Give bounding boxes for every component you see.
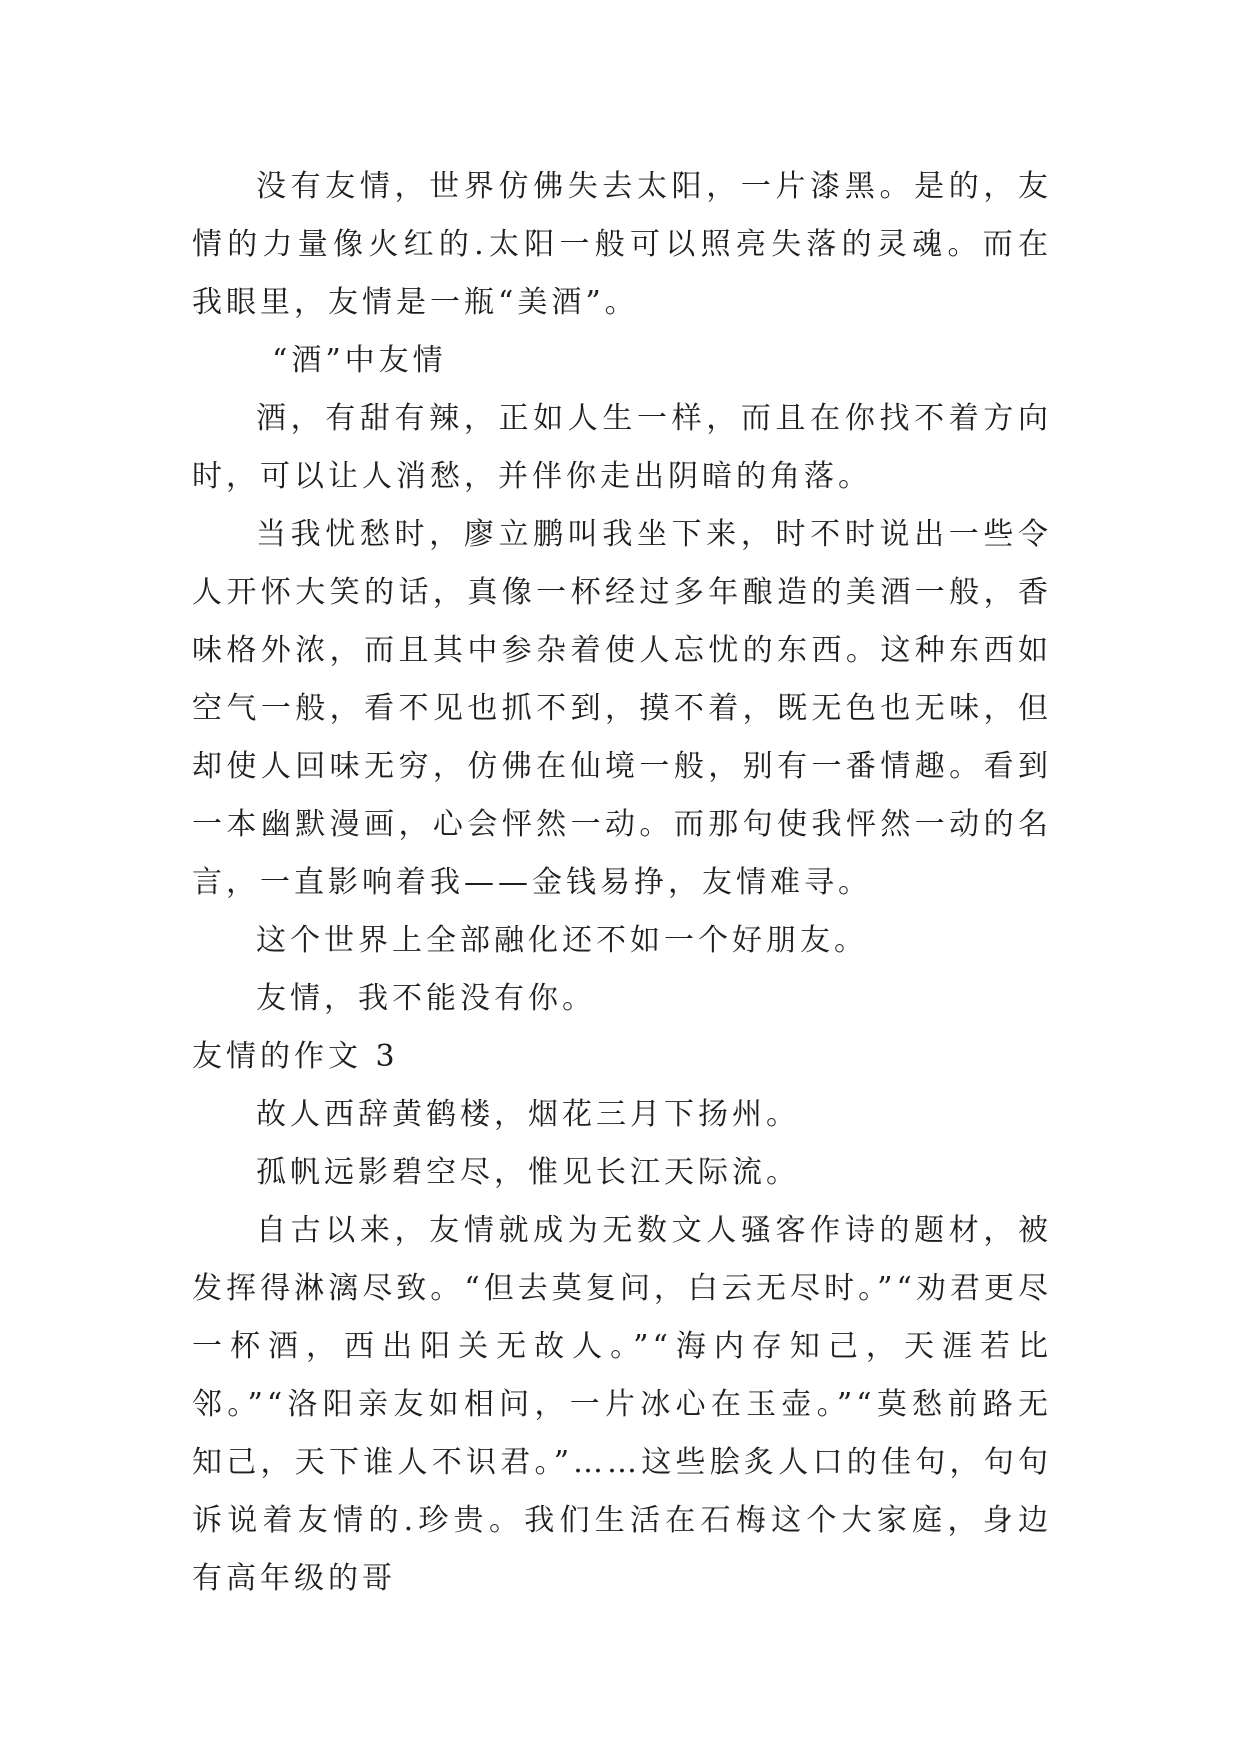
paragraph-6: 自古以来，友情就成为无数文人骚客作诗的题材，被发挥得淋漓尽致。“但去莫复问，白云无尽时。”“劝君更尽一杯酒，西出阳关无故人。”“海内存知己，天涯若比邻。”“洛阳亲友如相问，一片冰心在玉壶。”“莫愁前路无知己，天下谁人不识君。”……这些脍炙人口的佳句，句句诉说着友情的.珍贵。我们生活在石梅这个大家庭，身边有高年级的哥	[192, 1213, 1052, 1596]
document-body	[192, 158, 1052, 1608]
paragraph-3: 当我忧愁时，廖立鹏叫我坐下来，时不时说出一些令人开怀大笑的话，真像一杯经过多年酿造的美酒一般，香味格外浓，而且其中参杂着使人忘忧的东西。这种东西如空气一般，看不见也抓不到，摸不着，既无色也无味，但却使人回味无穷，仿佛在仙境一般，别有一番情趣。看到一本幽默漫画，心会怦然一动。而那句使我怦然一动的名言，一直影响着我——金钱易挣，友情难寻。	[192, 517, 1052, 900]
poem-line-2: 孤帆远影碧空尽，惟见长江天际流。	[256, 1155, 800, 1190]
subheading-wine-friendship: “酒”中友情	[272, 343, 447, 378]
poem-line-1: 故人西辞黄鹤楼，烟花三月下扬州。	[256, 1097, 800, 1132]
essay-title-3: 友情的作文 3	[192, 1039, 399, 1074]
paragraph-2: 酒，有甜有辣，正如人生一样，而且在你找不着方向时，可以让人消愁，并伴你走出阴暗的角落。	[192, 401, 1052, 494]
paragraph-5: 友情，我不能没有你。	[256, 981, 596, 1016]
paragraph-1: 没有友情，世界仿佛失去太阳，一片漆黑。是的，友情的力量像火红的.太阳一般可以照亮失落的灵魂。而在我眼里，友情是一瓶“美酒”。	[192, 169, 1052, 320]
paragraph-4: 这个世界上全部融化还不如一个好朋友。	[256, 923, 868, 958]
